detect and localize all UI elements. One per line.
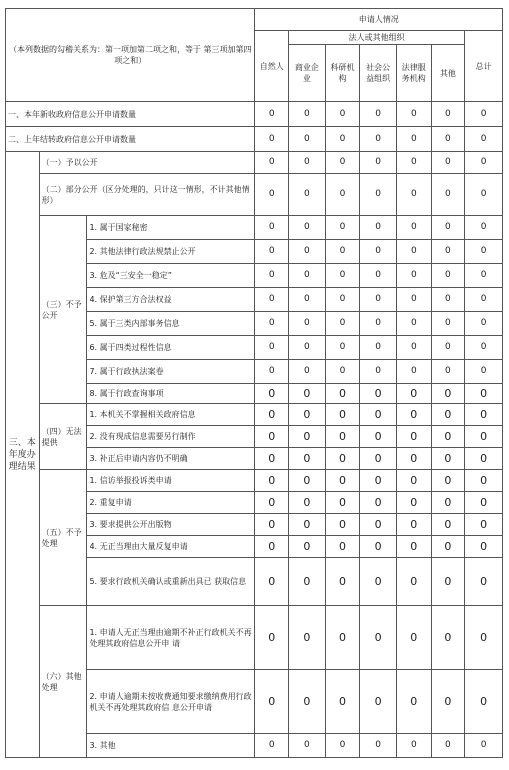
cell-value: 0 [289, 670, 326, 734]
cell-value: 0 [360, 670, 397, 734]
row-label: 2. 申请人逾期未按收费通知要求缴纳费用行政机关不再处理其政府信 息公开申请 [87, 670, 255, 734]
cell-value: 0 [325, 312, 360, 336]
cell-value: 0 [325, 360, 360, 384]
header-other: 其他 [431, 45, 465, 102]
section3-label: 三、本年度办理结果 [6, 152, 40, 758]
cell-value: 0 [397, 216, 432, 240]
cell-value: 0 [289, 312, 326, 336]
header-legal-group: 法人或其他组织 [289, 31, 465, 45]
cell-value: 0 [289, 174, 326, 216]
cell-value: 0 [360, 216, 397, 240]
cell-value: 0 [325, 670, 360, 734]
cell-value: 0 [360, 174, 397, 216]
cell-value: 0 [325, 152, 360, 174]
cell-value: 0 [255, 448, 289, 470]
row-label: 8. 属于行政查询事项 [87, 384, 255, 404]
cell-value: 0 [431, 174, 465, 216]
cell-value: 0 [255, 240, 289, 264]
cell-value: 0 [397, 240, 432, 264]
row-label: 1. 属于国家秘密 [87, 216, 255, 240]
cell-value: 0 [431, 360, 465, 384]
cell-value: 0 [255, 670, 289, 734]
row-label: 2. 没有现成信息需要另行制作 [87, 426, 255, 448]
row-label: 3. 危及“三安全一稳定” [87, 264, 255, 288]
cell-value: 0 [360, 102, 397, 127]
cell-value: 0 [465, 288, 503, 312]
cell-value: 0 [431, 470, 465, 492]
cell-value: 0 [360, 514, 397, 536]
cell-value: 0 [325, 174, 360, 216]
row-label: 3. 要求提供公开出版物 [87, 514, 255, 536]
cell-value: 0 [289, 336, 326, 360]
cell-value: 0 [397, 470, 432, 492]
cell-value: 0 [397, 558, 432, 606]
cell-value: 0 [465, 470, 503, 492]
cell-value: 0 [465, 336, 503, 360]
cell-value: 0 [465, 536, 503, 558]
cell-value: 0 [431, 448, 465, 470]
cell-value: 0 [397, 448, 432, 470]
cell-value: 0 [325, 514, 360, 536]
cell-value: 0 [397, 360, 432, 384]
header-total: 总计 [465, 31, 503, 102]
cell-value: 0 [255, 558, 289, 606]
cell-value: 0 [325, 426, 360, 448]
header-social: 社会公益组织 [360, 45, 397, 102]
cell-value: 0 [255, 264, 289, 288]
cell-value: 0 [325, 470, 360, 492]
cell-value: 0 [360, 426, 397, 448]
cell-value: 0 [465, 216, 503, 240]
cell-value: 0 [431, 127, 465, 152]
cell-value: 0 [397, 384, 432, 404]
cell-value: 0 [289, 384, 326, 404]
cell-value: 0 [255, 492, 289, 514]
cell-value: 0 [255, 102, 289, 127]
header-legal-service: 法律服务机构 [397, 45, 432, 102]
cell-value: 0 [431, 216, 465, 240]
cell-value: 0 [289, 264, 326, 288]
cell-value: 0 [465, 404, 503, 426]
cell-value: 0 [465, 670, 503, 734]
cell-value: 0 [255, 336, 289, 360]
cell-value: 0 [255, 536, 289, 558]
cell-value: 0 [289, 470, 326, 492]
cell-value: 0 [255, 288, 289, 312]
cell-value: 0 [289, 448, 326, 470]
row-label: 一、本年新收政府信息公开申请数量 [6, 102, 255, 127]
cell-value: 0 [360, 404, 397, 426]
cell-value: 0 [465, 312, 503, 336]
cell-value: 0 [431, 240, 465, 264]
cell-value: 0 [289, 240, 326, 264]
cell-value: 0 [397, 174, 432, 216]
cell-value: 0 [325, 734, 360, 758]
cell-value: 0 [360, 734, 397, 758]
cell-value: 0 [360, 264, 397, 288]
row-label: 二、上年结转政府信息公开申请数量 [6, 127, 255, 152]
cell-value: 0 [431, 404, 465, 426]
cell-value: 0 [289, 558, 326, 606]
cell-value: 0 [397, 536, 432, 558]
cell-value: 0 [360, 127, 397, 152]
cell-value: 0 [431, 288, 465, 312]
cell-value: 0 [465, 514, 503, 536]
cell-value: 0 [431, 734, 465, 758]
cell-value: 0 [397, 404, 432, 426]
row-label: （一）予以公开 [39, 152, 255, 174]
cell-value: 0 [325, 448, 360, 470]
statistics-table [5, 8, 503, 758]
row-label: 5. 要求行政机关确认或重新出具已 获取信息 [87, 558, 255, 606]
row-label: 3. 补正后申请内容仍不明确 [87, 448, 255, 470]
cell-value: 0 [465, 264, 503, 288]
header-natural: 自然人 [255, 31, 289, 102]
cell-value: 0 [465, 558, 503, 606]
cell-value: 0 [465, 426, 503, 448]
row-label: 1. 信访举报投诉类申请 [87, 470, 255, 492]
group-label: （三）不予公开 [39, 216, 87, 404]
row-label: 6. 属于四类过程性信息 [87, 336, 255, 360]
cell-value: 0 [360, 492, 397, 514]
cell-value: 0 [465, 492, 503, 514]
cell-value: 0 [325, 384, 360, 404]
cell-value: 0 [360, 312, 397, 336]
cell-value: 0 [397, 102, 432, 127]
cell-value: 0 [431, 102, 465, 127]
cell-value: 0 [289, 606, 326, 670]
cell-value: 0 [397, 152, 432, 174]
cell-value: 0 [325, 264, 360, 288]
group-label: （六）其他处理 [39, 606, 87, 758]
cell-value: 0 [360, 606, 397, 670]
cell-value: 0 [255, 426, 289, 448]
cell-value: 0 [360, 558, 397, 606]
cell-value: 0 [360, 448, 397, 470]
cell-value: 0 [465, 240, 503, 264]
cell-value: 0 [465, 102, 503, 127]
row-label: 2. 重复申请 [87, 492, 255, 514]
cell-value: 0 [325, 216, 360, 240]
cell-value: 0 [255, 216, 289, 240]
cell-value: 0 [289, 536, 326, 558]
cell-value: 0 [397, 336, 432, 360]
row-label: 4. 保护第三方合法权益 [87, 288, 255, 312]
cell-value: 0 [465, 360, 503, 384]
cell-value: 0 [289, 734, 326, 758]
cell-value: 0 [360, 384, 397, 404]
cell-value: 0 [289, 216, 326, 240]
cell-value: 0 [255, 312, 289, 336]
row-label: （二）部分公开（区分处理的，只计这一情形，不计其他情形） [39, 174, 255, 216]
cell-value: 0 [360, 470, 397, 492]
cell-value: 0 [431, 312, 465, 336]
cell-value: 0 [325, 606, 360, 670]
group-label: （五）不予处理 [39, 470, 87, 606]
cell-value: 0 [465, 448, 503, 470]
cell-value: 0 [289, 288, 326, 312]
row-label: 5. 属于三类内部事务信息 [87, 312, 255, 336]
cell-value: 0 [325, 240, 360, 264]
cell-value: 0 [360, 336, 397, 360]
cell-value: 0 [431, 536, 465, 558]
cell-value: 0 [397, 312, 432, 336]
cell-value: 0 [289, 360, 326, 384]
cell-value: 0 [431, 152, 465, 174]
cell-value: 0 [325, 404, 360, 426]
cell-value: 0 [255, 127, 289, 152]
row-label: 1. 申请人无正当理由逾期不补正行政机关不再处理其政府信息公开申 请 [87, 606, 255, 670]
cell-value: 0 [255, 152, 289, 174]
cell-value: 0 [325, 336, 360, 360]
cell-value: 0 [255, 734, 289, 758]
cell-value: 0 [397, 606, 432, 670]
cell-value: 0 [289, 102, 326, 127]
cell-value: 0 [255, 470, 289, 492]
cell-value: 0 [397, 514, 432, 536]
row-label: 2. 其他法律行政法规禁止公开 [87, 240, 255, 264]
cell-value: 0 [397, 264, 432, 288]
cell-value: 0 [431, 492, 465, 514]
cell-value: 0 [325, 558, 360, 606]
cell-value: 0 [431, 558, 465, 606]
cell-value: 0 [397, 288, 432, 312]
row-label: 1. 本机关不掌握相关政府信息 [87, 404, 255, 426]
cell-value: 0 [431, 426, 465, 448]
row-label: 3. 其他 [87, 734, 255, 758]
cell-value: 0 [465, 606, 503, 670]
cell-value: 0 [431, 670, 465, 734]
header-research: 科研机构 [325, 45, 360, 102]
cell-value: 0 [255, 384, 289, 404]
cell-value: 0 [465, 734, 503, 758]
cell-value: 0 [325, 288, 360, 312]
cell-value: 0 [255, 360, 289, 384]
cell-value: 0 [431, 336, 465, 360]
cell-value: 0 [431, 384, 465, 404]
cell-value: 0 [431, 606, 465, 670]
cell-value: 0 [289, 127, 326, 152]
header-note: （本列数据的勾稽关系为：第一项加第二项之和，等于 第三项加第四项之和） [6, 9, 255, 102]
cell-value: 0 [431, 514, 465, 536]
cell-value: 0 [397, 492, 432, 514]
cell-value: 0 [255, 514, 289, 536]
cell-value: 0 [397, 734, 432, 758]
row-label: 4. 无正当理由大量反复申请 [87, 536, 255, 558]
group-label: （四）无法提供 [39, 404, 87, 470]
cell-value: 0 [289, 426, 326, 448]
cell-value: 0 [465, 174, 503, 216]
cell-value: 0 [397, 426, 432, 448]
cell-value: 0 [255, 174, 289, 216]
header-commercial: 商业企业 [289, 45, 326, 102]
cell-value: 0 [360, 360, 397, 384]
cell-value: 0 [289, 404, 326, 426]
cell-value: 0 [289, 152, 326, 174]
cell-value: 0 [360, 288, 397, 312]
cell-value: 0 [465, 152, 503, 174]
cell-value: 0 [397, 127, 432, 152]
cell-value: 0 [465, 127, 503, 152]
cell-value: 0 [255, 606, 289, 670]
cell-value: 0 [360, 536, 397, 558]
header-applicant: 申请人情况 [255, 9, 503, 31]
cell-value: 0 [325, 127, 360, 152]
cell-value: 0 [325, 102, 360, 127]
cell-value: 0 [360, 152, 397, 174]
cell-value: 0 [289, 514, 326, 536]
cell-value: 0 [431, 264, 465, 288]
cell-value: 0 [325, 492, 360, 514]
cell-value: 0 [360, 240, 397, 264]
cell-value: 0 [397, 670, 432, 734]
cell-value: 0 [325, 536, 360, 558]
cell-value: 0 [465, 384, 503, 404]
cell-value: 0 [255, 404, 289, 426]
row-label: 7. 属于行政执法案卷 [87, 360, 255, 384]
cell-value: 0 [289, 492, 326, 514]
